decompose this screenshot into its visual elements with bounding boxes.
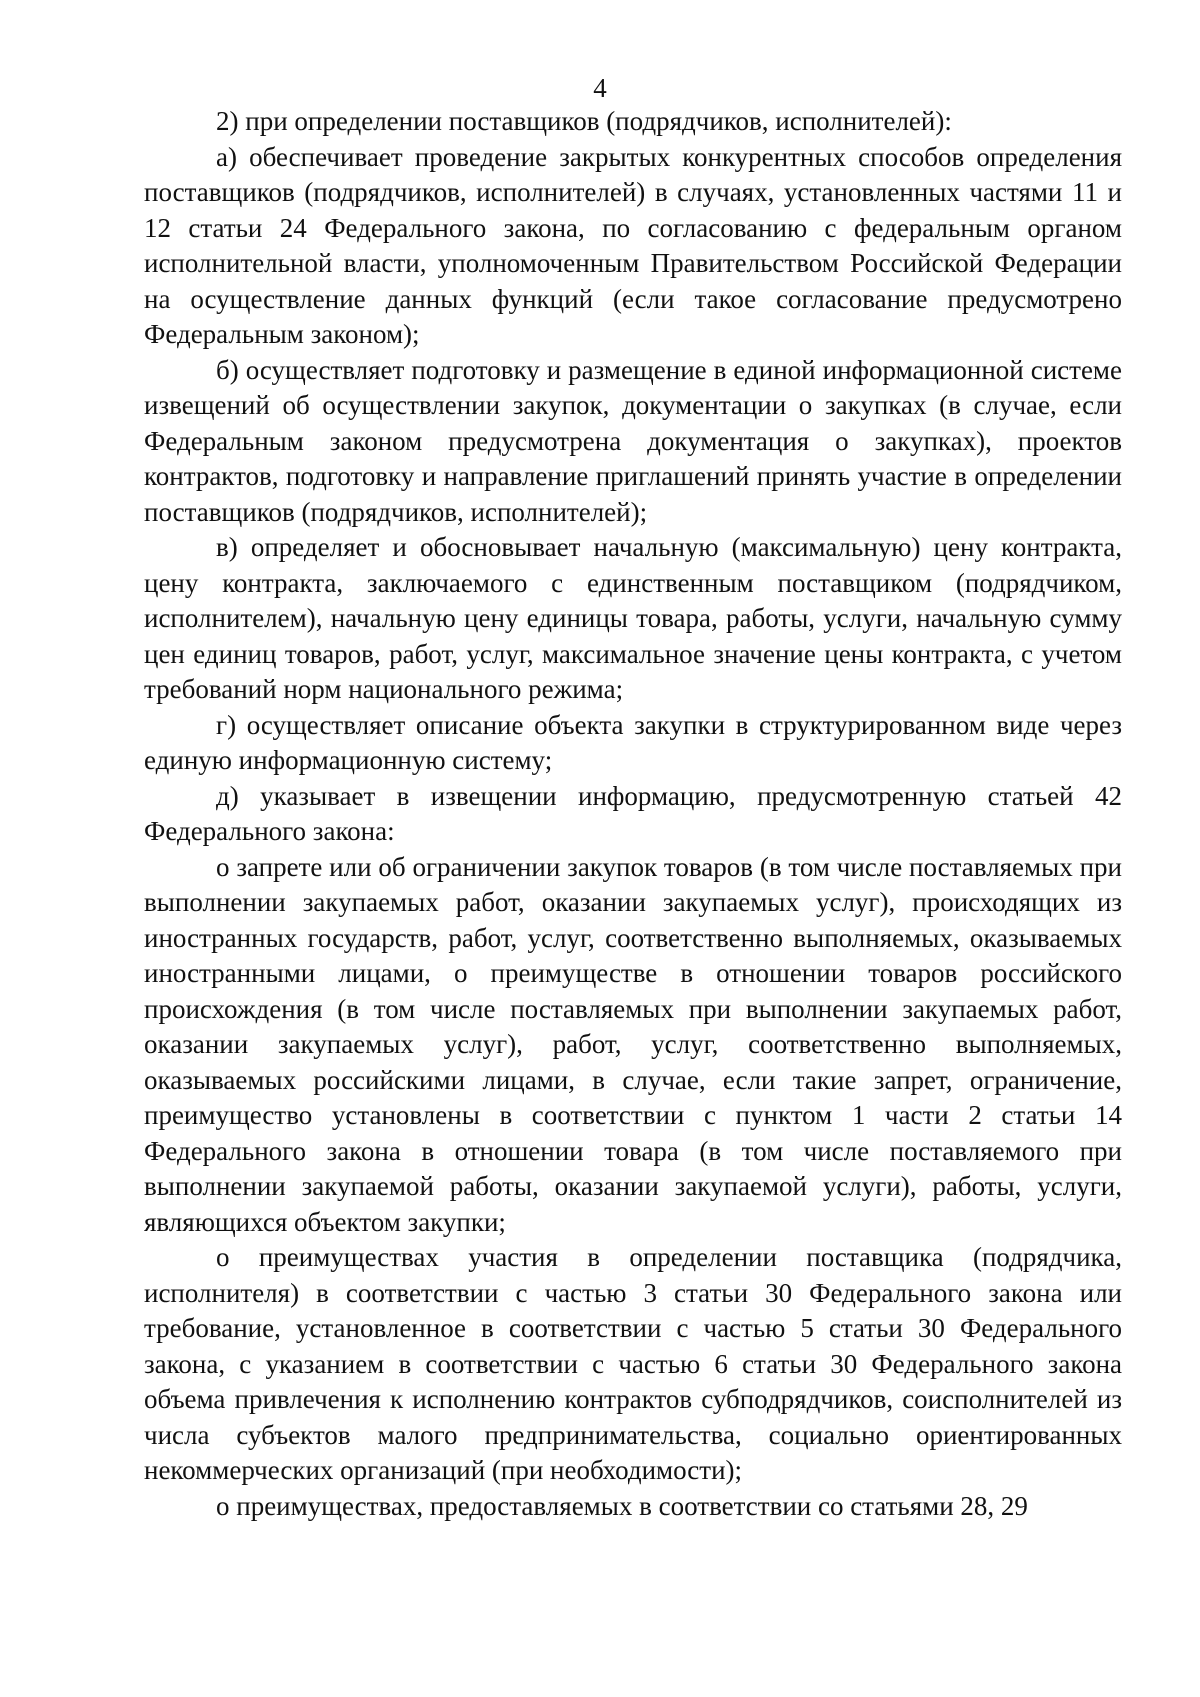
paragraph-prohibition: о запрете или об ограничении закупок товаров (в том числе поставляемых при выполнении закупаемых работ, оказании закупаемых услуг), происходящих из иностранных государств, работ, услуг, соответственно выполняемых, оказываемых иностранными лицами, о преимуществе в отношении товаров российского происхождения (в том числе поставляемых при выполнении закупаемых работ, оказании закупаемых услуг), работ, услуг, соответственно выполняемых, оказываемых российскими лицами, в случае, если такие запрет, ограничение, преимущество установлены в соответствии с пунктом 1 части 2 статьи 14 Федерального закона в отношении товара (в том числе поставляемого при выполнении закупаемой работы, оказании закупаемой услуги), работы, услуги, являющихся объектом закупки; bbox=[144, 851, 1122, 1237]
paragraph-item-d: д) указывает в извещении информацию, предусмотренную статьей 42 Федерального закона: bbox=[144, 780, 1122, 846]
document-body bbox=[144, 104, 1122, 1524]
paragraph-item-g: г) осуществляет описание объекта закупки в структурированном виде через единую информационную систему; bbox=[144, 709, 1122, 775]
paragraph-item-a: а) обеспечивает проведение закрытых конкурентных способов определения поставщиков (подрядчиков, исполнителей) в случаях, установленных частями 11 и 12 статьи 24 Федерального закона, по согласованию с федеральным органом исполнительной власти, уполномоченным Правительством Российской Федерации на осуществление данных функций (если такое согласование предусмотрено Федеральным законом); bbox=[144, 141, 1122, 349]
paragraph-item-b: б) осуществляет подготовку и размещение в единой информационной системе извещений об осуществлении закупок, документации о закупках (в случае, если Федеральным законом предусмотрена документация о закупках), проектов контрактов, подготовку и направление приглашений принять участие в определении поставщиков (подрядчиков, исполнителей); bbox=[144, 354, 1122, 527]
paragraph-section-2: 2) при определении поставщиков (подрядчиков, исполнителей): bbox=[216, 106, 952, 136]
paragraph-provided-advantages: о преимуществах, предоставляемых в соответствии со статьями 28, 29 bbox=[216, 1490, 1028, 1521]
paragraph-item-v: в) определяет и обосновывает начальную (максимальную) цену контракта, цену контракта, заключаемого с единственным поставщиком (подрядчиком, исполнителем), начальную цену единицы товара, работы, услуги, начальную сумму цен единиц товаров, работ, услуг, максимальное значение цены контракта, с учетом требований норм национального режима; bbox=[144, 532, 1122, 704]
paragraph-participation-advantages: о преимуществах участия в определении поставщика (подрядчика, исполнителя) в соответствии с частью 3 статьи 30 Федерального закона или требование, установленное в соответствии с частью 5 статьи 30 Федерального закона, с указанием в соответствии с частью 6 статьи 30 Федерального закона объема привлечения к исполнению контрактов субподрядчиков, соисполнителей из числа субъектов малого предпринимательства, социально ориентированных некоммерческих организаций (при необходимости); bbox=[144, 1242, 1122, 1485]
page-number: 4 bbox=[593, 73, 607, 103]
